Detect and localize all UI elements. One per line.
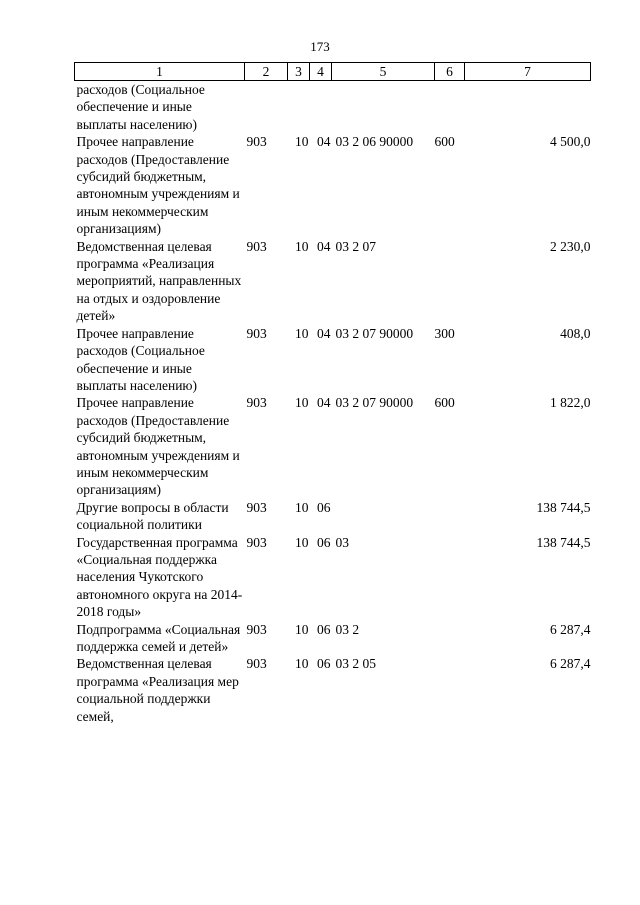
row-ved: 903 xyxy=(246,395,267,411)
row-sum xyxy=(465,81,591,134)
row-csr: 03 2 07 90000 xyxy=(335,395,414,411)
table-row xyxy=(75,325,591,395)
row-vr: 600 xyxy=(434,395,455,411)
row-pr: 06 xyxy=(317,534,331,550)
row-ved: 903 xyxy=(246,621,267,637)
row-csr xyxy=(332,81,435,134)
row-name: расходов (Социальное обеспечение и иные выплаты населению) xyxy=(76,82,205,132)
row-rz: 10 xyxy=(295,656,309,672)
row-csr: 03 2 07 xyxy=(335,238,376,254)
row-ved: 903 xyxy=(246,134,267,150)
row-sum: 1 822,0 xyxy=(550,395,591,411)
row-name: Ведомственная целевая программа «Реализация мероприятий, направленных на отдых и оздоровление детей» xyxy=(76,238,242,324)
table-row xyxy=(75,621,591,656)
row-name: Другие вопросы в области социальной политики xyxy=(76,499,229,533)
row-csr: 03 xyxy=(335,534,349,550)
row-rz: 10 xyxy=(295,134,309,150)
row-sum: 2 230,0 xyxy=(550,238,591,254)
table-row xyxy=(75,534,591,621)
row-csr: 03 2 05 xyxy=(335,656,376,672)
row-vr: 600 xyxy=(434,134,455,150)
table-row xyxy=(75,394,591,498)
row-name: Ведомственная целевая программа «Реализация мер социальной поддержки семей, xyxy=(76,656,239,724)
header-row xyxy=(75,63,591,81)
row-ved: 903 xyxy=(246,499,267,515)
row-pr: 04 xyxy=(317,134,331,150)
row-vr xyxy=(435,499,465,534)
row-name: Прочее направление расходов (Предоставление субсидий бюджетным, автономным учреждениям и иным некоммерческим организациям) xyxy=(76,134,240,237)
row-ved: 903 xyxy=(246,656,267,672)
row-pr: 04 xyxy=(317,238,331,254)
table-row xyxy=(75,499,591,534)
table-row xyxy=(75,655,591,725)
table-row xyxy=(75,238,591,325)
column-header: 1 xyxy=(75,63,245,81)
row-rz: 10 xyxy=(295,238,309,254)
column-header: 6 xyxy=(435,63,465,81)
column-header: 7 xyxy=(465,63,591,81)
row-rz xyxy=(288,81,310,134)
row-vr xyxy=(435,534,465,621)
row-csr xyxy=(332,499,435,534)
table-row xyxy=(75,133,591,237)
budget-table xyxy=(74,62,591,725)
row-pr: 04 xyxy=(317,395,331,411)
column-header: 4 xyxy=(310,63,332,81)
row-vr xyxy=(435,655,465,725)
row-ved: 903 xyxy=(246,534,267,550)
row-rz: 10 xyxy=(295,395,309,411)
row-vr xyxy=(435,238,465,325)
row-sum: 138 744,5 xyxy=(536,534,591,550)
row-csr: 03 2 07 90000 xyxy=(335,325,414,341)
row-sum: 6 287,4 xyxy=(550,621,591,637)
row-ved xyxy=(245,81,288,134)
row-pr: 06 xyxy=(317,621,331,637)
row-rz: 10 xyxy=(295,499,309,515)
row-vr: 300 xyxy=(434,325,455,341)
row-pr: 04 xyxy=(317,325,331,341)
row-sum: 6 287,4 xyxy=(550,656,591,672)
row-csr: 03 2 06 90000 xyxy=(335,134,414,150)
row-vr xyxy=(435,621,465,656)
column-header: 5 xyxy=(332,63,435,81)
row-rz: 10 xyxy=(295,621,309,637)
page-number: 173 xyxy=(310,39,330,54)
row-pr: 06 xyxy=(317,499,331,515)
row-pr: 06 xyxy=(317,656,331,672)
row-pr xyxy=(310,81,332,134)
row-csr: 03 2 xyxy=(335,621,360,637)
row-name: Государственная программа «Социальная поддержка населения Чукотского автономного округа на 2014-2018 годы» xyxy=(76,534,243,620)
row-rz: 10 xyxy=(295,534,309,550)
column-header: 2 xyxy=(245,63,288,81)
column-header: 3 xyxy=(288,63,310,81)
row-vr xyxy=(435,81,465,134)
row-name: Прочее направление расходов (Предоставление субсидий бюджетным, автономным учреждениям и иным некоммерческим организациям) xyxy=(76,395,240,498)
row-sum: 4 500,0 xyxy=(550,134,591,150)
row-ved: 903 xyxy=(246,325,267,341)
row-ved: 903 xyxy=(246,238,267,254)
table-row xyxy=(75,81,591,134)
row-sum: 408,0 xyxy=(560,325,591,341)
row-rz: 10 xyxy=(295,325,309,341)
row-sum: 138 744,5 xyxy=(536,499,591,515)
row-name: Подпрограмма «Социальная поддержка семей и детей» xyxy=(76,621,241,654)
row-name: Прочее направление расходов (Социальное обеспечение и иные выплаты населению) xyxy=(76,325,205,393)
